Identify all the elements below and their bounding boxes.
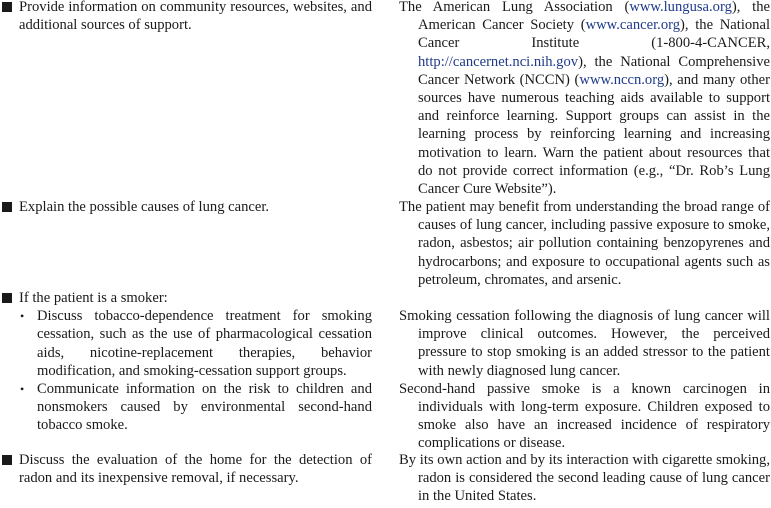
rationale-column [399,198,770,289]
rationale-text [399,0,770,198]
rationale-fragment: ), and many other sources have numerous teaching aids available to support and reinforce learning. Support groups can assist in the learning process by reinforcing learning and increasing motivation to learn. Warn the patient about resources that do not provide correct information (e.g., “Dr. Rob’s Lung Cancer Cure Website”). [418,71,770,198]
rationale-text: By its own action and by its interaction with cigarette smoking, radon is considered the second leading cause of lung cancer in the United States. [399,452,770,505]
rationale-column [399,451,770,506]
intervention-column [2,198,372,216]
intervention-column [2,451,372,487]
rationale-fragment: ), the American Cancer Society ( [418,0,770,34]
intervention-item [2,451,372,487]
link-cancer-org[interactable]: www.cancer.org [585,17,681,34]
intervention-item [2,0,372,34]
sub-item-secondhand-risk [2,380,372,435]
intervention-text: Discuss the evaluation of the home for the detection of radon and its inexpensive removal, if necessary. [19,452,372,487]
sub-item-text: Communicate information on the risk to children and nonsmokers caused by environmental second-hand tobacco smoke. [37,381,372,434]
link-lungusa[interactable]: www.lungusa.org [629,0,732,15]
dot-bullet-icon: • [20,382,25,397]
square-bullet-icon [2,293,12,303]
rationale-text: Second-hand passive smoke is a known carcinogen in individuals with long-term exposure. Children exposed to smoke also have an increased incidence of respiratory complications or disease. [399,380,770,452]
square-bullet-icon [2,2,12,12]
intervention-text: Explain the possible causes of lung cancer. [19,199,270,215]
link-nccn[interactable]: www.nccn.org [579,71,665,88]
intervention-text: If the patient is a smoker: [19,290,168,306]
intervention-text: Provide information on community resources, websites, and additional sources of support. [19,0,372,34]
intervention-item [2,198,372,216]
rationale-text: The patient may benefit from understanding the broad range of causes of lung cancer, including passive exposure to smoke, radon, asbestos; air pollution containing benzopyrenes and hydrocarbons; and exposure to occupational agents such as petroleum, chromates, and arsenic. [399,199,770,288]
link-cancernet[interactable]: http://cancernet.nci.nih.gov [418,53,579,70]
square-bullet-icon [2,455,12,465]
intervention-column [2,0,372,34]
rationale-column [399,307,770,453]
rationale-text: Smoking cessation following the diagnosis of lung cancer will improve clinical outcomes. However, the perceived pressure to stop smoking is an added stressor to the patient with newly diagnosed lung cancer. [399,308,770,379]
sub-item-tobacco-treatment [2,307,372,380]
sub-item-text: Discuss tobacco-dependence treatment for smoking cessation, such as the use of pharmacological cessation aids, nicotine-replacement therapies, behavior modification, and smoking-cessation support groups. [37,308,372,379]
square-bullet-icon [2,202,12,212]
rationale-fragment: ), the National Cancer Institute (1-800-4-CANCER, [418,17,771,52]
intervention-item [2,289,372,307]
rationale-column [399,0,770,198]
dot-bullet-icon: • [20,309,25,324]
rationale-fragment: The American Lung Association ( [399,0,630,15]
intervention-column [2,289,372,435]
rationale-fragment: ), the National Comprehensive Cancer Network (NCCN) ( [418,53,770,88]
